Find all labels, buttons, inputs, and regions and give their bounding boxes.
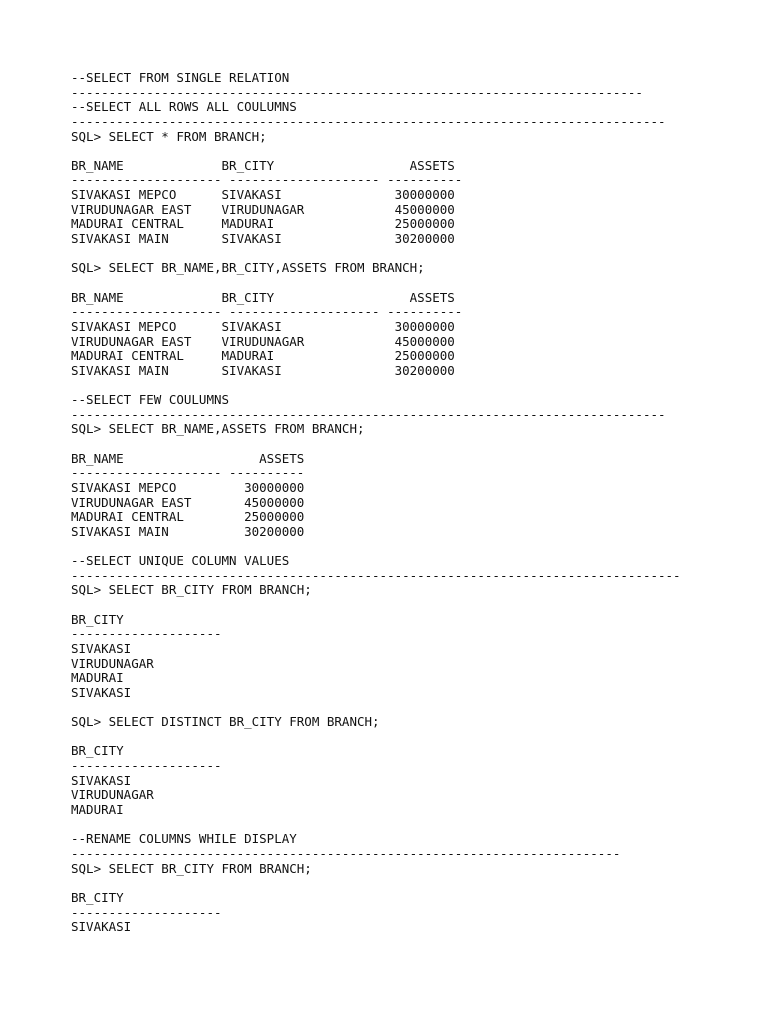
document-line: --------------------------------------------------------------------------------- [71,567,681,583]
document-line: SIVAKASI MAIN SIVAKASI 30200000 [71,231,455,247]
document-line: -------------------- -------------------- ---------- [71,304,463,320]
document-line: BR_CITY [71,889,124,905]
document-line: ------------------------------------------------------------------------------- [71,113,666,129]
document-line: -------------------- [71,626,222,642]
document-line: --SELECT FEW COULUMNS [71,392,230,408]
document-line: -------------------- -------------------- ---------- [71,172,463,188]
document-line [71,876,681,891]
document-line: MADURAI [71,670,124,686]
document-line [71,378,681,393]
document-line: VIRUDUNAGAR [71,655,154,671]
document-line: --SELECT FROM SINGLE RELATION [71,70,290,85]
document-line: BR_CITY [71,611,124,627]
document-line: SQL> SELECT BR_NAME,ASSETS FROM BRANCH; [71,421,365,437]
document-line: MADURAI CENTRAL 25000000 [71,509,305,525]
document-line [71,247,681,262]
document-line: MADURAI CENTRAL MADURAI 25000000 [71,348,455,364]
document-line [71,598,681,613]
document-line: VIRUDUNAGAR [71,787,154,803]
document-line: SIVAKASI MAIN SIVAKASI 30200000 [71,362,455,378]
document-line: SIVAKASI [71,640,132,656]
document-line [71,818,681,833]
document-line: --RENAME COLUMNS WHILE DISPLAY [71,831,297,847]
document-line: VIRUDUNAGAR EAST VIRUDUNAGAR 45000000 [71,333,455,349]
document-line: BR_NAME ASSETS [71,450,305,466]
document-line: SIVAKASI MEPCO SIVAKASI 30000000 [71,318,455,334]
document-line: VIRUDUNAGAR EAST VIRUDUNAGAR 45000000 [71,201,455,217]
document-line: SQL> SELECT BR_NAME,BR_CITY,ASSETS FROM BRANCH; [71,260,425,276]
document-line [71,701,681,716]
document-line: SIVAKASI [71,919,132,935]
document-line: -------------------- [71,904,222,920]
document-line [71,540,681,555]
document-line [71,276,681,291]
document-line: ---------------------------------------------------------------------------- [71,84,643,100]
document-line: SIVAKASI [71,772,132,788]
document-line: BR_NAME BR_CITY ASSETS [71,157,455,173]
document-line: SIVAKASI MEPCO SIVAKASI 30000000 [71,187,455,203]
document-line: --SELECT UNIQUE COLUMN VALUES [71,553,290,569]
document-line: SQL> SELECT * FROM BRANCH; [71,128,267,144]
document-line: SQL> SELECT DISTINCT BR_CITY FROM BRANCH; [71,714,380,730]
document-line: BR_NAME BR_CITY ASSETS [71,289,455,305]
document-line: ------------------------------------------------------------------------------- [71,406,666,422]
document-line: SIVAKASI MEPCO 30000000 [71,479,305,495]
document-line: -------------------- [71,758,222,774]
document-body [71,71,681,935]
document-line [71,144,681,159]
document-line: MADURAI CENTRAL MADURAI 25000000 [71,216,455,232]
document-line: SQL> SELECT BR_CITY FROM BRANCH; [71,860,312,876]
document-line: -------------------- ---------- [71,465,305,481]
document-line: SQL> SELECT BR_CITY FROM BRANCH; [71,582,312,598]
document-line: BR_CITY [71,743,124,759]
document-line: MADURAI [71,802,124,818]
document-line [71,437,681,452]
document-line: VIRUDUNAGAR EAST 45000000 [71,494,305,510]
document-line: SIVAKASI [71,684,132,700]
document-line: SIVAKASI MAIN 30200000 [71,523,305,539]
document-line [71,730,681,745]
document-line: --SELECT ALL ROWS ALL COULUMNS [71,99,297,115]
document-line: ------------------------------------------------------------------------- [71,845,621,861]
